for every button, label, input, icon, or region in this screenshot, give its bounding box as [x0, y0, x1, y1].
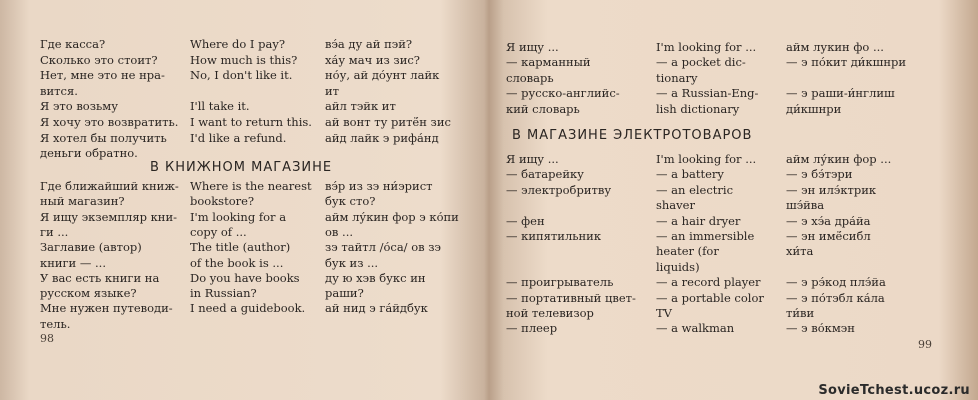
phrase-tr-cell: бук из ...	[325, 255, 379, 270]
phrase-tr-cell: айм лу́кин фор э ко́пи	[325, 209, 459, 224]
phrase-tr-cell: раши?	[325, 286, 364, 301]
phrase-tr-cell: ай вонт ту ритё́н зис	[325, 115, 451, 129]
phrase-en-cell: — a hair dryer	[656, 213, 741, 228]
right-page	[490, 0, 978, 400]
phrase-tr-cell: зэ тайтл /о́са/ ов зэ	[325, 240, 441, 255]
phrase-tr-cell: ай нид э га́йдбук	[325, 301, 428, 316]
phrase-en-cell: lish dictionary	[656, 101, 740, 116]
phrase-ru-cell: Я ищу ...	[506, 152, 559, 166]
phrase-tr-cell: ов ...	[325, 224, 354, 239]
phrase-tr-cell: но́у, ай до́унт лайк	[325, 68, 440, 83]
left-page	[0, 0, 486, 400]
phrase-en-cell: No, I don't like it.	[190, 68, 293, 83]
phrase-tr-cell: вэ́а ду ай пэй?	[325, 37, 413, 51]
phrase-en-cell: Do you have books	[190, 270, 300, 285]
phrase-ru-cell: русском языке?	[40, 286, 137, 301]
phrase-en-cell: The title (author)	[190, 240, 291, 255]
phrase-ru-cell: Я ищу экземпляр кни-	[40, 209, 178, 224]
phrase-tr-cell: ти́ви	[786, 306, 815, 320]
phrase-ru-cell: Я хотел бы получить	[40, 130, 167, 145]
phrase-en-cell: in Russian?	[190, 286, 257, 301]
phrase-tr-cell: вэ́р из зэ ни́эрист	[325, 179, 433, 193]
phrase-ru-cell: Я хочу это возвратить.	[40, 115, 179, 129]
phrase-tr-cell: — э во́кмэн	[786, 321, 855, 336]
phrase-ru-cell: Я ищу ...	[506, 40, 559, 54]
phrase-en-cell: shaver	[656, 198, 695, 213]
phrase-ru-cell: словарь	[506, 70, 554, 85]
phrase-ru-cell: ный магазин?	[40, 194, 125, 209]
phrase-en-cell: How much is this?	[190, 52, 298, 67]
phrase-ru-cell: ной телевизор	[506, 306, 594, 320]
phrase-ru-cell: — портативный цвет-	[506, 290, 636, 305]
phrase-en-cell: I'm looking for ...	[656, 40, 757, 54]
page-number-right: 99	[918, 338, 932, 351]
phrase-en-cell: I'll take it.	[190, 99, 250, 114]
phrase-ru-cell: У вас есть книги на	[40, 270, 160, 285]
phrase-tr-cell: — э раши-и́нглиш	[786, 86, 895, 101]
phrase-ru-cell: Я это возьму	[40, 99, 118, 114]
phrase-tr-cell: — эн имё́сибл	[786, 229, 871, 243]
phrase-tr-cell: — э по́тэбл ка́ла	[786, 290, 885, 305]
phrase-ru-cell: ги ...	[40, 224, 69, 239]
phrase-ru-cell: — русско-английс-	[506, 86, 620, 101]
phrase-ru-cell: — плеер	[506, 321, 558, 336]
phrase-tr-cell: айд лайк э рифа́нд	[325, 130, 439, 145]
phrase-ru-cell: Сколько это стоит?	[40, 52, 158, 67]
phrase-en-cell: Where do I pay?	[190, 37, 286, 51]
phrase-en-cell: — a record player	[656, 275, 761, 290]
phrase-en-cell: — an immersible	[656, 229, 755, 243]
phrase-ru-cell: книги — ...	[40, 255, 106, 270]
phrase-tr-cell: — э рэ́код плэ́йа	[786, 275, 886, 290]
phrase-en-cell: of the book is ...	[190, 255, 284, 270]
phrase-en-cell: — an electric	[656, 182, 734, 197]
phrase-ru-cell: Где ближайший книж-	[40, 179, 179, 193]
phrase-ru-cell: Мне нужен путеводи-	[40, 301, 173, 316]
phrase-en-cell: Where is the nearest	[190, 179, 312, 193]
phrase-en-cell: liquids)	[656, 259, 700, 274]
phrase-en-cell: — a Russian-Eng-	[656, 86, 759, 101]
phrase-en-cell: — a walkman	[656, 321, 735, 336]
phrase-tr-cell: шэ́йва	[786, 198, 825, 213]
section-heading-electronics: В МАГАЗИНЕ ЭЛЕКТРОТОВАРОВ	[512, 128, 753, 143]
phrase-tr-cell: — эн илэ́ктрик	[786, 182, 877, 197]
phrase-ru-cell: — карманный	[506, 55, 591, 70]
phrase-ru-cell: — батарейку	[506, 167, 584, 182]
phrase-tr-cell: — э по́кит ди́кшнри	[786, 55, 907, 70]
phrase-ru-cell: Нет, мне это не нра-	[40, 68, 165, 83]
phrase-ru-cell: — кипятильник	[506, 229, 602, 243]
phrase-en-cell: bookstore?	[190, 194, 255, 209]
phrase-ru-cell: — электробритву	[506, 182, 612, 197]
phrase-tr-cell: ди́кшнри	[786, 101, 842, 116]
phrase-en-cell: I'm looking for a	[190, 209, 287, 224]
phrase-ru-cell: Где касса?	[40, 37, 106, 51]
phrase-en-cell: — a battery	[656, 167, 724, 182]
phrase-tr-cell: — э хэ́а дра́йа	[786, 213, 871, 228]
phrase-tr-cell: бук сто?	[325, 194, 376, 209]
phrase-en-cell: tionary	[656, 70, 698, 85]
phrase-tr-cell: айм лу́кин фор ...	[786, 152, 892, 166]
phrase-en-cell: TV	[656, 306, 672, 320]
phrase-en-cell: heater (for	[656, 244, 719, 259]
page-number-left: 98	[40, 332, 54, 345]
phrase-ru-cell: вится.	[40, 83, 78, 98]
section-heading-bookstore: В КНИЖНОМ МАГАЗИНЕ	[150, 160, 333, 175]
phrase-ru-cell: — проигрыватель	[506, 275, 614, 290]
phrase-ru-cell: тель.	[40, 316, 71, 331]
phrase-tr-cell: айм лукин фо ...	[786, 40, 884, 54]
phrase-ru-cell: деньги обратно.	[40, 146, 138, 161]
phrase-ru-cell: кий словарь	[506, 101, 580, 116]
phrase-tr-cell: ит	[325, 83, 340, 98]
phrase-tr-cell: ха́у мач из зис?	[325, 52, 420, 67]
phrase-en-cell: I'm looking for ...	[656, 152, 757, 166]
phrase-en-cell: I'd like a refund.	[190, 130, 287, 145]
phrase-tr-cell: айл тэйк ит	[325, 99, 396, 114]
phrase-en-cell: — a portable color	[656, 290, 764, 305]
phrase-en-cell: I need a guidebook.	[190, 301, 306, 316]
phrase-en-cell: I want to return this.	[190, 115, 312, 129]
watermark: SovieTchest.ucoz.ru	[818, 383, 970, 398]
phrase-ru-cell: Заглавие (автор)	[40, 240, 142, 255]
phrase-tr-cell: хи́та	[786, 244, 814, 259]
phrase-tr-cell: — э бэ́тэри	[786, 167, 853, 182]
phrase-tr-cell: ду ю хэв букс ин	[325, 270, 426, 285]
phrase-en-cell: — a pocket dic-	[656, 55, 746, 70]
phrase-en-cell: copy of ...	[190, 224, 247, 239]
phrase-ru-cell: — фен	[506, 213, 545, 228]
